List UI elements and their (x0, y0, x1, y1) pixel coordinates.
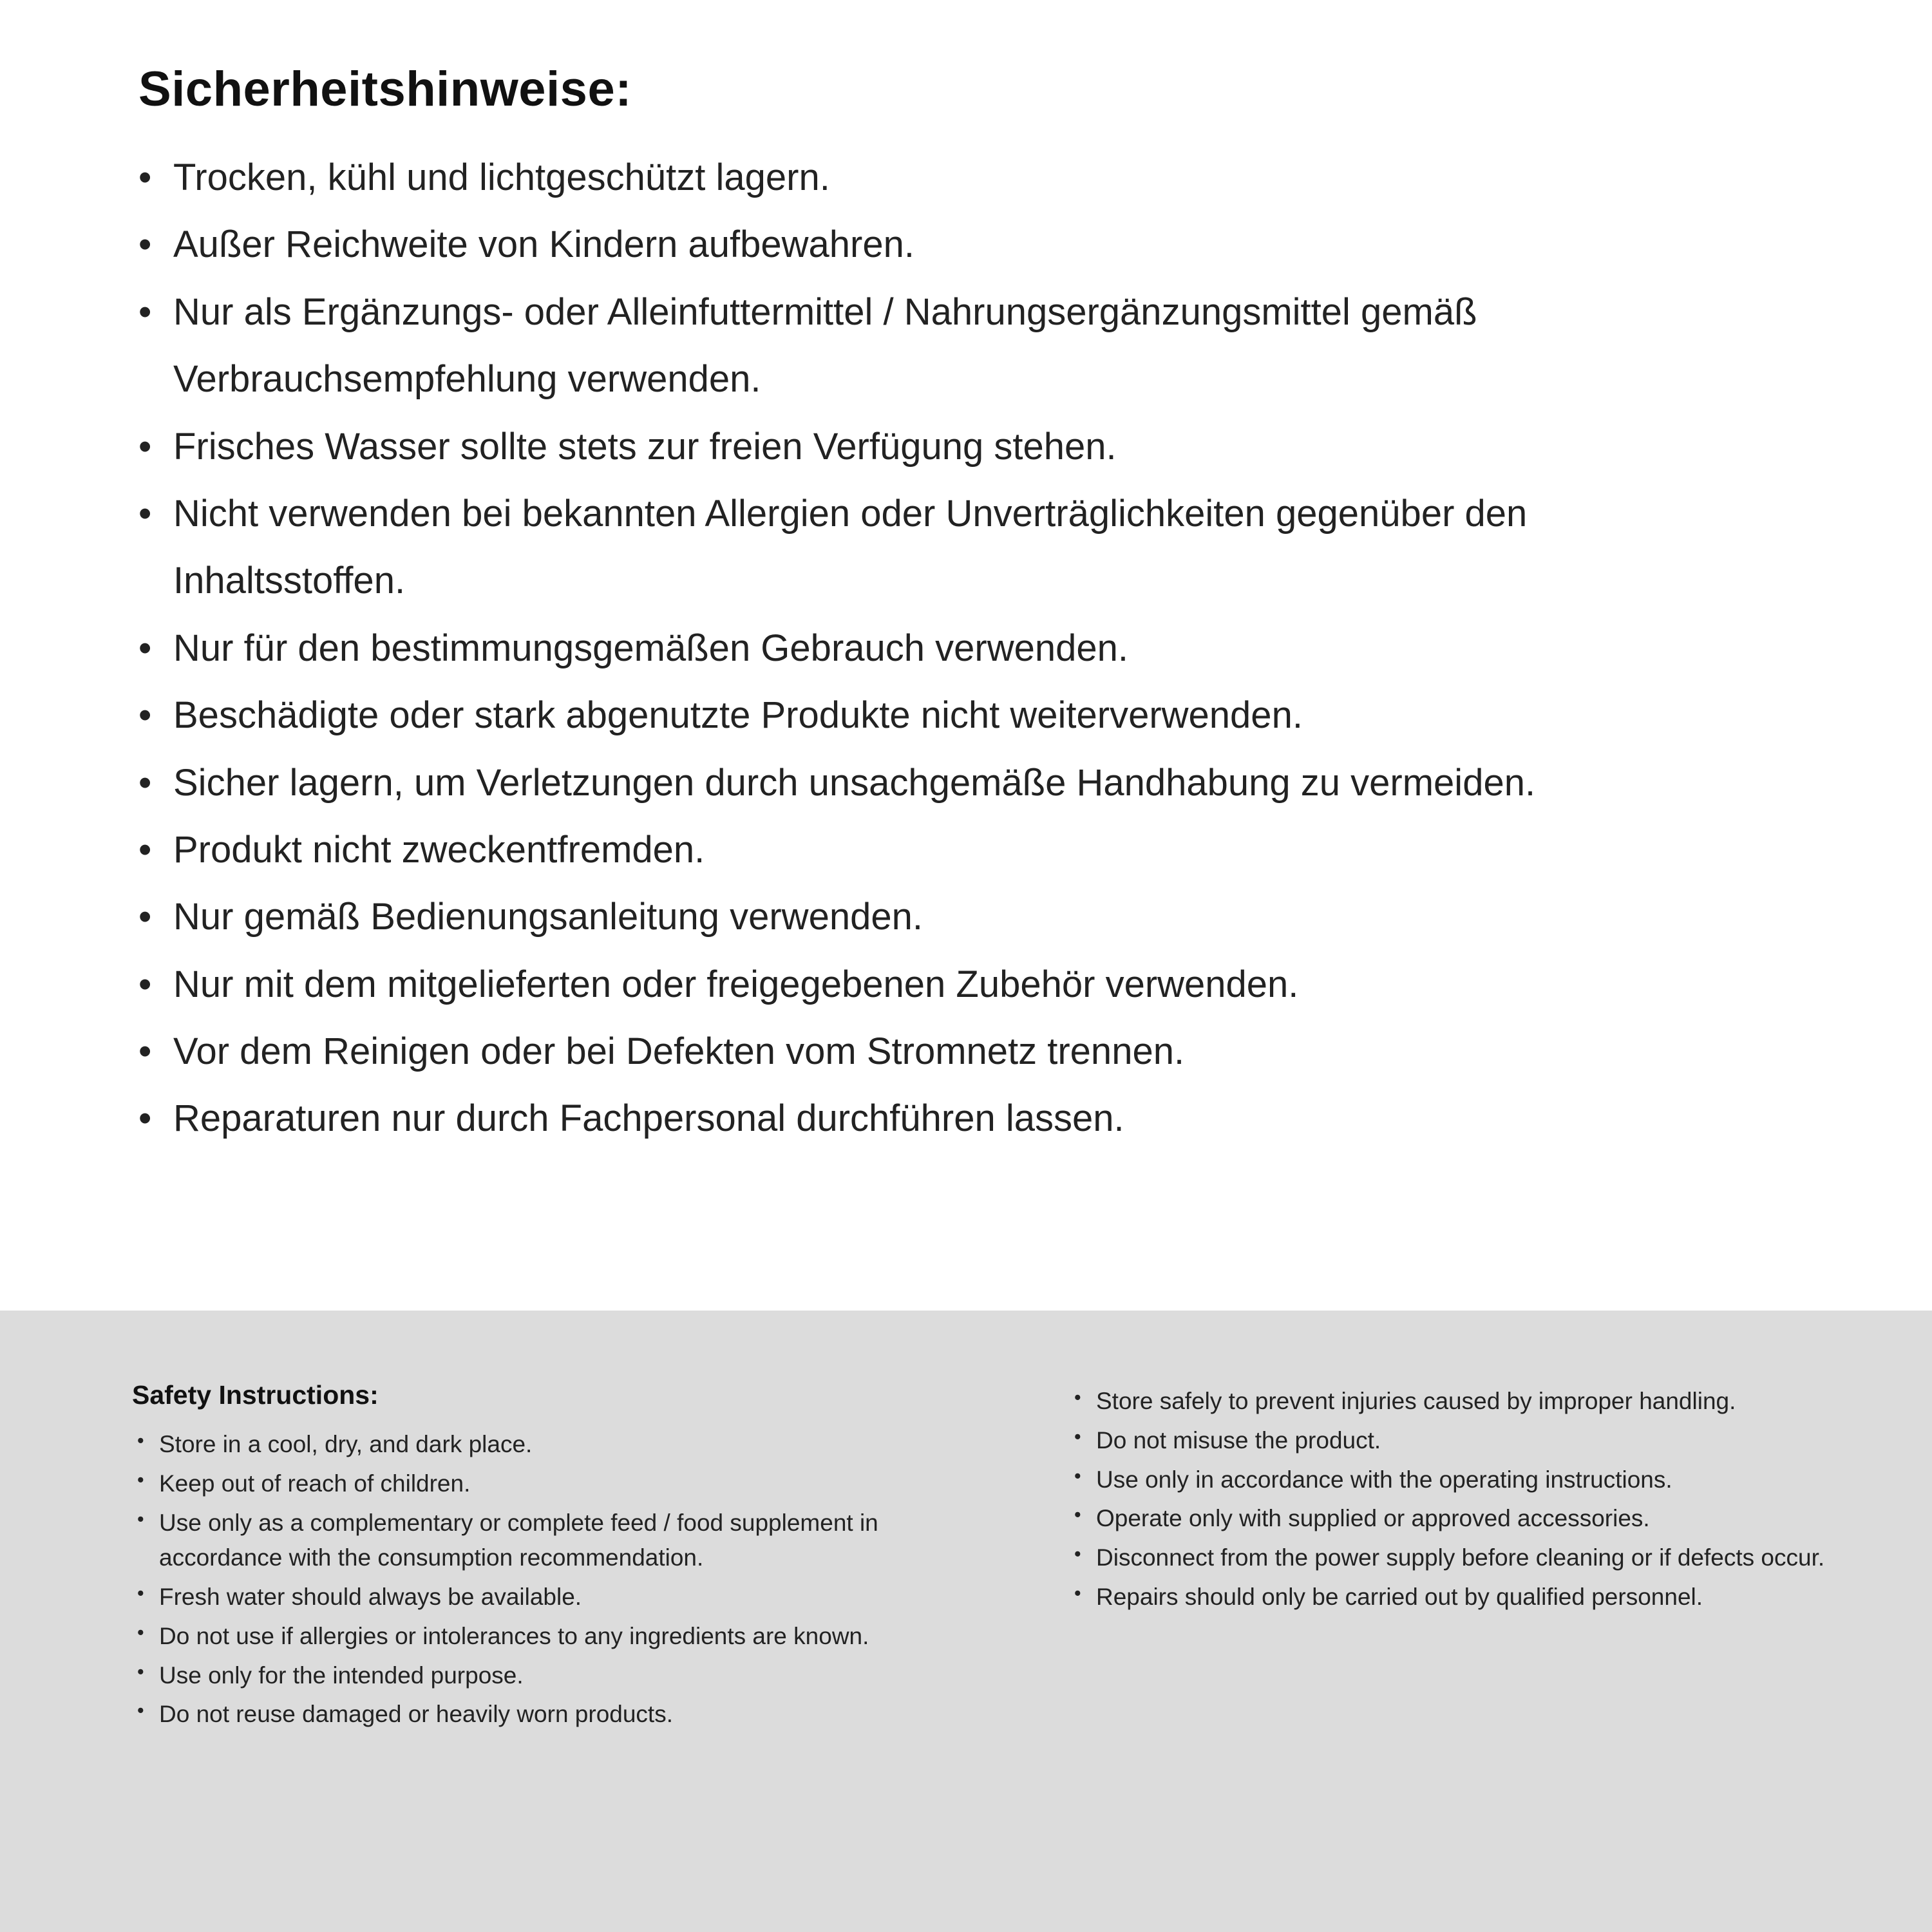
list-item: • Sicher lagern, um Verletzungen durch unsachgemäße Handhabung zu vermeiden. (138, 750, 1639, 817)
list-item: • Store in a cool, dry, and dark place. (132, 1427, 1008, 1463)
list-item: • Disconnect from the power supply before cleaning or if defects occur. (1069, 1540, 1842, 1576)
german-section-title: Sicherheitshinweise: (138, 62, 632, 117)
list-item: • Außer Reichweite von Kindern aufbewahren. (138, 211, 1639, 278)
english-section-title: Safety Instructions: (132, 1380, 379, 1410)
list-item: • Nur als Ergänzungs- oder Alleinfuttermittel / Nahrungsergänzungsmittel gemäß Verbrauchsempfehlung verwenden. (138, 279, 1639, 413)
list-item: • Trocken, kühl und lichtgeschützt lagern. (138, 144, 1639, 211)
english-safety-list-left (132, 1427, 1008, 1732)
list-item: • Fresh water should always be available. (132, 1580, 1008, 1615)
list-item: • Vor dem Reinigen oder bei Defekten vom Stromnetz trennen. (138, 1018, 1639, 1085)
german-safety-list (138, 144, 1697, 1153)
list-item: • Nur mit dem mitgelieferten oder freigegebenen Zubehör verwenden. (138, 951, 1639, 1018)
list-item: • Nicht verwenden bei bekannten Allergien oder Unverträglichkeiten gegenüber den Inhaltsstoffen. (138, 480, 1639, 615)
list-item: • Store safely to prevent injuries caused by improper handling. (1069, 1384, 1842, 1419)
list-item: • Use only for the intended purpose. (132, 1658, 1008, 1694)
english-safety-list-right (1069, 1384, 1842, 1615)
list-item: • Do not misuse the product. (1069, 1423, 1842, 1459)
list-item: • Produkt nicht zweckentfremden. (138, 817, 1639, 884)
list-item: • Repairs should only be carried out by qualified personnel. (1069, 1580, 1842, 1615)
list-item: • Nur für den bestimmungsgemäßen Gebrauch verwenden. (138, 615, 1639, 682)
list-item: • Reparaturen nur durch Fachpersonal durchführen lassen. (138, 1085, 1639, 1152)
list-item: • Beschädigte oder stark abgenutzte Produkte nicht weiterverwenden. (138, 682, 1639, 749)
list-item: • Frisches Wasser sollte stets zur freien Verfügung stehen. (138, 413, 1639, 480)
list-item: • Use only as a complementary or complete feed / food supplement in accordance with the consumption recommendation. (132, 1506, 1008, 1577)
list-item: • Use only in accordance with the operating instructions. (1069, 1463, 1842, 1498)
english-safety-section (0, 1311, 1932, 1932)
english-right-column (1069, 1380, 1842, 1932)
list-item: • Keep out of reach of children. (132, 1466, 1008, 1502)
list-item: • Do not use if allergies or intolerances to any ingredients are known. (132, 1619, 1008, 1654)
list-item: • Operate only with supplied or approved accessories. (1069, 1501, 1842, 1537)
list-item: • Nur gemäß Bedienungsanleitung verwenden. (138, 884, 1639, 951)
list-item: • Do not reuse damaged or heavily worn products. (132, 1697, 1008, 1732)
english-left-column (132, 1380, 1008, 1932)
